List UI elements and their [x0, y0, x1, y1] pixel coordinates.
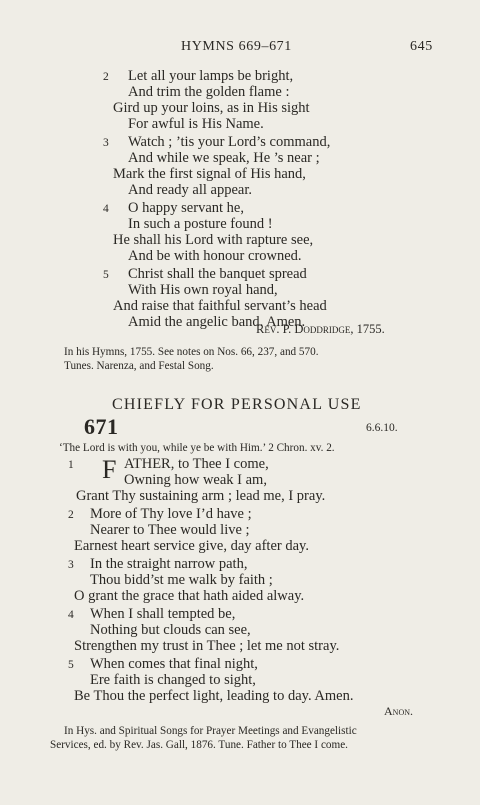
running-header-title: HYMNS 669–671	[181, 39, 292, 54]
verse-line: And raise that faithful servant’s head	[113, 298, 327, 314]
verse-line: Let all your lamps be bright,	[128, 68, 294, 84]
verse-line: Watch ; ’tis your Lord’s command,	[128, 134, 331, 150]
verse-line: Owning how weak I am,	[124, 472, 267, 488]
verse-line: Thou bidd’st me walk by faith ;	[90, 572, 273, 588]
verse-line: In the straight narrow path,	[90, 556, 248, 572]
verse-line: And while we speak, He ’s near ;	[128, 150, 320, 166]
verse-line: When comes that final night,	[90, 656, 258, 672]
hymn-number: 671	[84, 414, 119, 439]
verse-line: In such a posture found !	[128, 216, 273, 232]
verse-line: For awful is His Name.	[128, 116, 264, 132]
verse-line: And trim the golden flame :	[128, 84, 290, 100]
verse-line: Mark the first signal of His hand,	[113, 166, 306, 182]
verse-line: When I shall tempted be,	[90, 606, 236, 622]
verse-line: Grant Thy sustaining arm ; lead me, I pray.	[76, 488, 326, 504]
verse-line: With His own royal hand,	[128, 282, 278, 298]
drop-cap: F	[102, 455, 117, 484]
verse-number: 5	[68, 659, 74, 671]
verse-line: Ere faith is changed to sight,	[90, 672, 256, 688]
hymn-meter: 6.6.10.	[366, 422, 398, 434]
hymn-669-note: In his Hymns, 1755. See notes on Nos. 66, 237, and 570.	[64, 346, 319, 358]
verse-line: Earnest heart service give, day after day.	[74, 538, 309, 554]
verse-number: 5	[103, 269, 109, 281]
verse-line: Amid the angelic band. Amen.	[128, 314, 306, 330]
hymn-669-tunes: Tunes. Narenza, and Festal Song.	[64, 360, 214, 372]
verse-line: O happy servant he,	[128, 200, 244, 216]
verse-line: Strengthen my trust in Thee ; let me not stray.	[74, 638, 340, 654]
verse-number: 2	[68, 509, 74, 521]
verse-line: O grant the grace that hath aided alway.	[74, 588, 305, 604]
verse-line: And ready all appear.	[128, 182, 253, 198]
verse-number: 2	[103, 71, 109, 83]
hymn-671-source: Services, ed. by Rev. Jas. Gall, 1876. Tune. Father to Thee I come.	[50, 739, 348, 751]
hymn-epigraph: ‘The Lord is with you, while ye be with Him.’ 2 Chron. xv. 2.	[59, 442, 335, 454]
verse-line: Nearer to Thee would live ;	[90, 522, 250, 538]
verse-line: Nothing but clouds can see,	[90, 622, 251, 638]
hymn-671-note: In Hys. and Spiritual Songs for Prayer Meetings and Evangelistic	[64, 725, 357, 737]
verse-line: Christ shall the banquet spread	[128, 266, 307, 282]
verse-line: Gird up your loins, as in His sight	[113, 100, 310, 116]
verse-number: 3	[103, 137, 109, 149]
verse-line: Be Thou the perfect light, leading to day. Amen.	[74, 688, 354, 704]
section-title: CHIEFLY FOR PERSONAL USE	[112, 396, 362, 413]
verse-number: 4	[103, 203, 109, 215]
verse-line: More of Thy love I’d have ;	[90, 506, 252, 522]
verse-line: He shall his Lord with rapture see,	[113, 232, 314, 248]
page-number: 645	[410, 39, 433, 54]
verse-line: And be with honour crowned.	[128, 248, 302, 264]
verse-number: 4	[68, 609, 74, 621]
verse-number: 1	[68, 459, 74, 471]
hymn-671-author: Anon.	[384, 704, 413, 718]
verse-line: ATHER, to Thee I come,	[124, 456, 269, 472]
verse-number: 3	[68, 559, 74, 571]
hymn-669-author: Rev. P. Doddridge, 1755.	[256, 322, 385, 336]
